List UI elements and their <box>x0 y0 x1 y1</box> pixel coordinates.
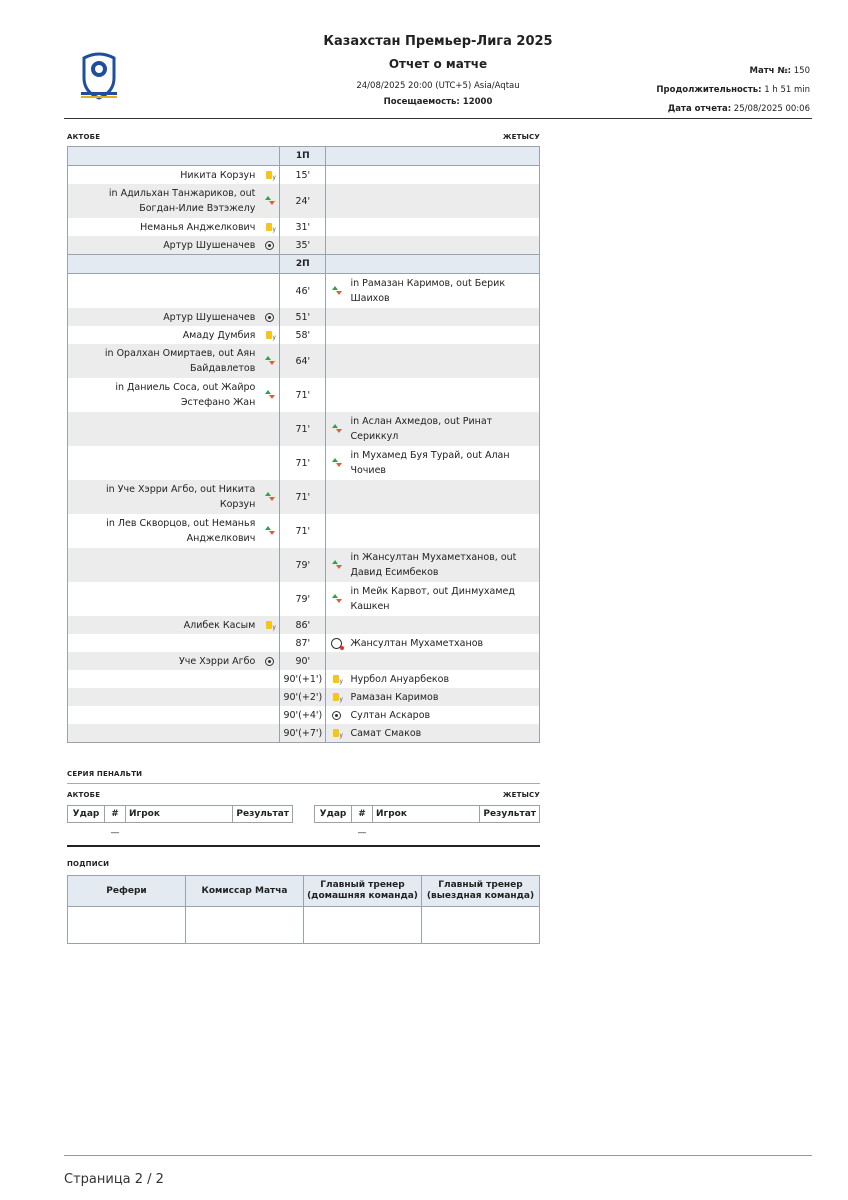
event-row <box>68 344 540 378</box>
event-text: Артур Шушеначев <box>163 239 256 251</box>
match-no-value: 150 <box>793 66 810 76</box>
sig-away-coach: Главный тренер (выездная команда) <box>422 876 540 907</box>
event-text: Жансултан Мухаметханов <box>350 637 484 649</box>
yellow-card-icon <box>333 675 339 683</box>
event-text: in Мухамед Буя Турай, out Алан Чочиев <box>350 450 510 476</box>
col-shot: Удар <box>68 806 105 823</box>
event-row <box>68 412 540 446</box>
col-number: # <box>352 806 373 823</box>
penalties-divider <box>67 783 540 784</box>
event-minute: 86' <box>280 616 326 634</box>
substitution-icon <box>264 356 274 366</box>
away-team-label: ЖЕТЫСУ <box>502 133 540 141</box>
match-datetime: 24/08/2025 20:00 (UTC+5) Asia/Aqtau <box>356 81 520 91</box>
penalties-home-label: АКТОБЕ <box>67 791 101 799</box>
home-team-label: АКТОБЕ <box>67 133 101 141</box>
yellow-card-icon <box>266 223 272 231</box>
event-row <box>68 548 540 582</box>
event-text: Нурбол Ануарбеков <box>350 673 450 685</box>
substitution-icon <box>331 594 341 604</box>
event-text: in Адильхан Танжариков, out Богдан-Илие Вэтэжелу <box>108 188 256 214</box>
event-row <box>68 616 540 634</box>
substitution-icon <box>331 560 341 570</box>
event-minute: 90'(+1') <box>280 670 326 688</box>
event-row <box>68 706 540 724</box>
match-no-label: Матч №: <box>749 66 792 76</box>
attendance-label: Посещаемость: <box>383 97 460 107</box>
event-minute: 64' <box>280 344 326 378</box>
period-label: 1П <box>280 147 326 166</box>
report-header <box>300 34 576 107</box>
event-text: in Аслан Ахмедов, out Ринат Сериккул <box>350 416 493 442</box>
event-minute: 71' <box>280 446 326 480</box>
col-shot: Удар <box>315 806 352 823</box>
goal-icon <box>265 657 274 666</box>
event-minute: 71' <box>280 480 326 514</box>
footer-divider <box>64 1155 812 1156</box>
substitution-icon <box>264 526 274 536</box>
event-minute: 79' <box>280 548 326 582</box>
event-text: Султан Аскаров <box>350 709 431 721</box>
goal-icon <box>265 241 274 250</box>
substitution-icon <box>331 458 341 468</box>
goal-icon <box>265 313 274 322</box>
col-player: Игрок <box>373 806 480 823</box>
event-row <box>68 218 540 236</box>
yellow-card-icon <box>333 693 339 701</box>
col-number: # <box>105 806 126 823</box>
col-result: Результат <box>480 806 540 823</box>
league-logo <box>78 52 120 100</box>
event-text: Самат Смаков <box>350 727 422 739</box>
event-row <box>68 166 540 185</box>
sig-box-referee <box>68 907 186 944</box>
yellow-card-icon <box>266 331 272 339</box>
event-row <box>68 670 540 688</box>
period-label: 2П <box>280 255 326 274</box>
event-row <box>68 378 540 412</box>
event-row <box>68 326 540 344</box>
sig-referee: Рефери <box>68 876 186 907</box>
period-header <box>68 147 540 166</box>
event-minute: 31' <box>280 218 326 236</box>
event-text: in Мейк Карвот, out Динмухамед Кашкен <box>350 586 515 612</box>
duration-value: 1 h 51 min <box>764 85 810 95</box>
event-text: in Рамазан Каримов, out Берик Шаихов <box>350 278 506 304</box>
event-row <box>68 652 540 670</box>
event-minute: 90'(+2') <box>280 688 326 706</box>
event-minute: 90' <box>280 652 326 670</box>
sig-box-commissioner <box>186 907 304 944</box>
signatures-title: ПОДПИСИ <box>67 860 110 868</box>
event-row <box>68 514 540 548</box>
event-minute: 35' <box>280 236 326 255</box>
period-header <box>68 255 540 274</box>
event-minute: 71' <box>280 514 326 548</box>
event-minute: 90'(+7') <box>280 724 326 743</box>
event-text: Артур Шушеначев <box>163 311 256 323</box>
duration-label: Продолжительность: <box>656 85 762 95</box>
event-minute: 24' <box>280 184 326 218</box>
header-divider <box>64 118 812 119</box>
attendance <box>300 97 576 107</box>
event-row <box>68 308 540 326</box>
sig-box-away-coach <box>422 907 540 944</box>
col-result: Результат <box>233 806 293 823</box>
event-text: Амаду Думбия <box>182 329 256 341</box>
attendance-value: 12000 <box>462 97 493 107</box>
event-text: in Уче Хэрри Агбо, out Никита Корзун <box>106 484 256 510</box>
goal-icon <box>332 711 341 720</box>
event-row <box>68 480 540 514</box>
event-text: Уче Хэрри Агбо <box>178 655 256 667</box>
sig-commissioner: Комиссар Матча <box>186 876 304 907</box>
yellow-card-icon <box>333 729 339 737</box>
event-minute: 46' <box>280 274 326 309</box>
event-minute: 51' <box>280 308 326 326</box>
yellow-card-icon <box>266 621 272 629</box>
substitution-icon <box>331 286 341 296</box>
substitution-icon <box>264 390 274 400</box>
event-text: in Оралхан Омиртаев, out Аян Байдавлетов <box>104 348 256 374</box>
event-row <box>68 446 540 480</box>
penalties-away-label: ЖЕТЫСУ <box>502 791 540 799</box>
sig-box-home-coach <box>304 907 422 944</box>
empty-marker: — <box>110 828 120 838</box>
penalties-home-table <box>67 805 293 843</box>
league-title: Казахстан Премьер-Лига 2025 <box>323 34 553 49</box>
event-row <box>68 634 540 652</box>
event-minute: 90'(+4') <box>280 706 326 724</box>
yellow-card-icon <box>266 171 272 179</box>
empty-marker: — <box>357 828 367 838</box>
event-text: in Жансултан Мухаметханов, out Давид Есимбеков <box>350 552 517 578</box>
event-minute: 71' <box>280 412 326 446</box>
report-date-label: Дата отчета: <box>667 104 732 114</box>
event-text: Никита Корзун <box>180 169 256 181</box>
event-text: in Лев Скворцов, out Неманья Анджелкович <box>106 518 256 544</box>
report-title: Отчет о матче <box>388 57 488 71</box>
event-minute: 15' <box>280 166 326 185</box>
penalties-bottom-divider <box>67 845 540 847</box>
match-meta <box>656 62 810 119</box>
events-table <box>67 146 540 743</box>
event-text: in Даниель Соса, out Жайро Эстефано Жан <box>115 382 256 408</box>
substitution-icon <box>264 196 274 206</box>
sig-home-coach: Главный тренер (домашняя команда) <box>304 876 422 907</box>
event-minute: 58' <box>280 326 326 344</box>
page-number: Страница 2 / 2 <box>64 1172 164 1187</box>
event-minute: 79' <box>280 582 326 616</box>
own-goal-icon <box>331 638 342 649</box>
substitution-icon <box>264 492 274 502</box>
signatures-table <box>67 875 540 944</box>
event-row <box>68 688 540 706</box>
event-row <box>68 274 540 309</box>
col-player: Игрок <box>126 806 233 823</box>
event-row <box>68 236 540 255</box>
event-row <box>68 724 540 743</box>
penalties-title: СЕРИЯ ПЕНАЛЬТИ <box>67 770 143 778</box>
event-row <box>68 184 540 218</box>
event-row <box>68 582 540 616</box>
event-text: Алибек Касым <box>183 619 256 631</box>
event-minute: 87' <box>280 634 326 652</box>
substitution-icon <box>331 424 341 434</box>
report-date-value: 25/08/2025 00:06 <box>733 104 810 114</box>
event-text: Неманья Анджелкович <box>140 221 256 233</box>
event-minute: 71' <box>280 378 326 412</box>
penalties-away-table <box>314 805 540 843</box>
event-text: Рамазан Каримов <box>350 691 439 703</box>
